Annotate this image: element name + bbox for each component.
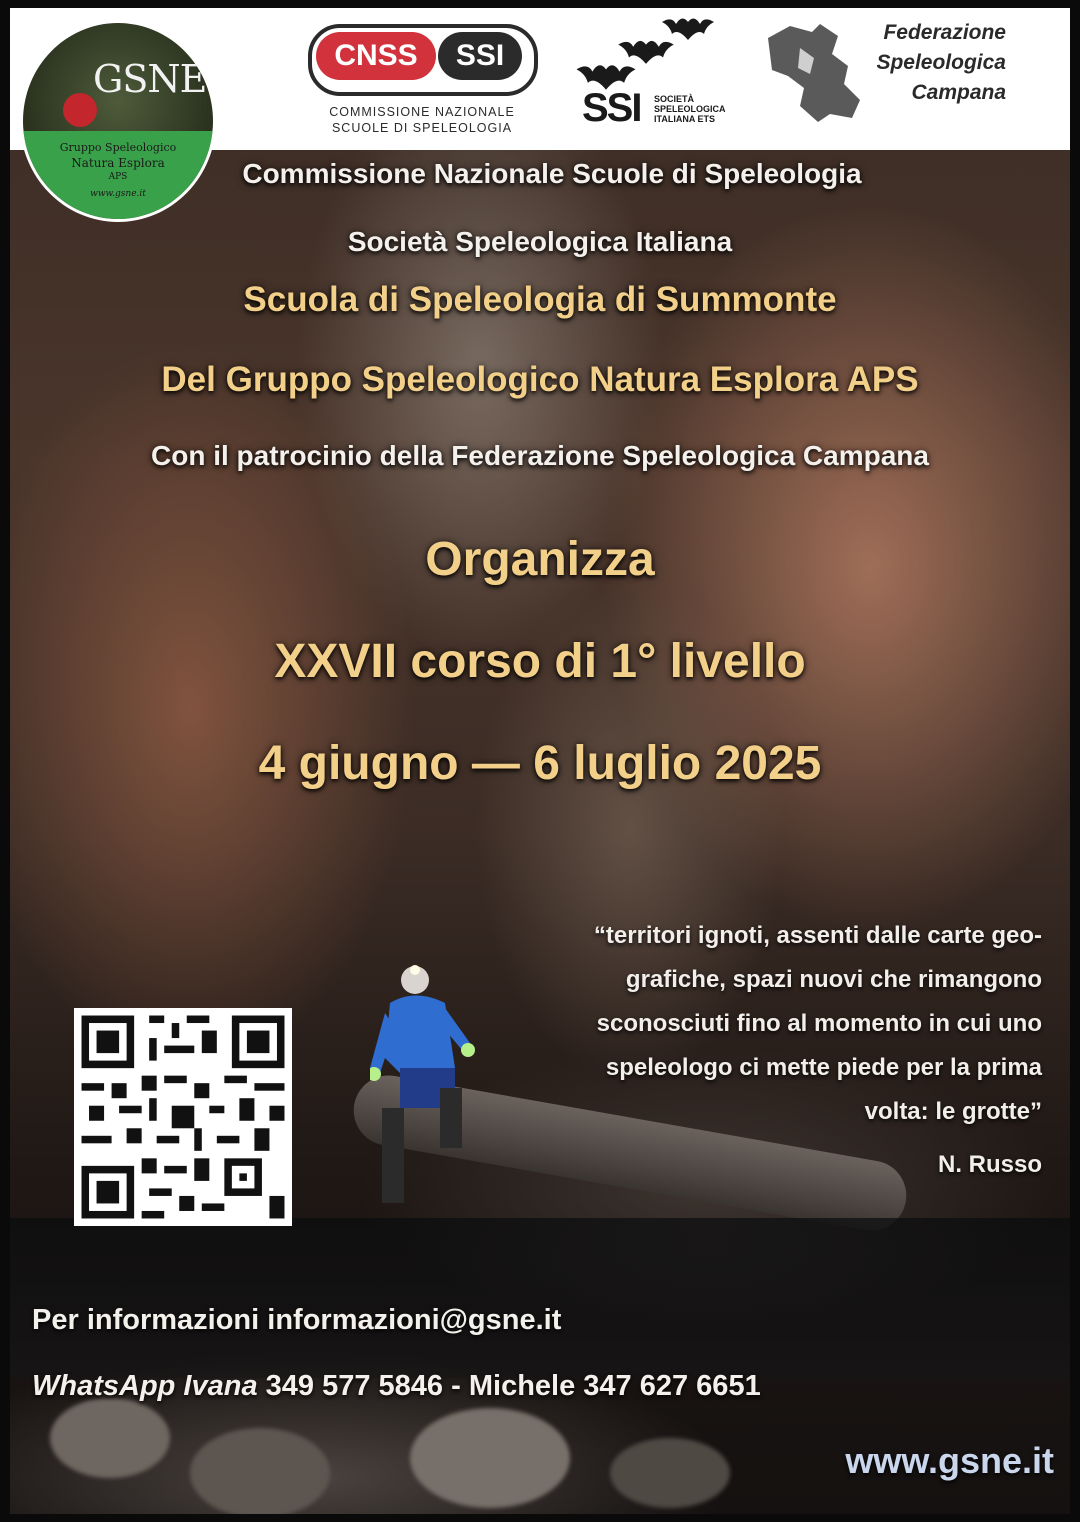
- gsne-logo-line2: Natura Esplora: [71, 156, 165, 170]
- info-email[interactable]: informazioni@gsne.it: [267, 1304, 562, 1336]
- michele-label: Michele: [468, 1370, 576, 1402]
- gsne-logo-line3: APS: [108, 172, 128, 182]
- ssi-logo: [566, 12, 756, 142]
- quote-line4: speleologo ci mette piede per la prima: [605, 1054, 1042, 1081]
- fsc-logo-line3: Campana: [911, 81, 1006, 104]
- cnss-logo-left: CNSS: [316, 32, 436, 80]
- cnss-logo-right: SSI: [438, 32, 522, 80]
- gsne-logo-title: GSNE: [93, 57, 207, 101]
- gsne-logo: [20, 20, 216, 222]
- cnss-caption-line1: COMMISSIONE NAZIONALE: [329, 105, 515, 119]
- cave-rock: [610, 1438, 730, 1508]
- website-link[interactable]: www.gsne.it: [845, 1440, 1054, 1481]
- fsc-logo-text: [874, 18, 1006, 108]
- event-course-title: XXVII corso di 1° livello: [274, 635, 806, 688]
- ivana-phone[interactable]: 349 577 5846: [265, 1370, 444, 1402]
- poster: [10, 8, 1070, 1514]
- quote-author: N. Russo: [937, 1151, 1042, 1178]
- cnss-logo-caption: [304, 104, 540, 136]
- michele-phone[interactable]: 347 627 6651: [583, 1370, 761, 1402]
- quote-line3: sconosciuti fino al momento in cui uno: [596, 1010, 1042, 1037]
- quote-block: [490, 914, 1042, 1134]
- cnss-caption-line2: SCUOLE DI SPELEOLOGIA: [331, 121, 513, 135]
- fsc-logo-line1: Federazione: [883, 21, 1006, 44]
- gsne-logo-line4: www.gsne.it: [90, 189, 146, 199]
- ssi-caption-line3: ITALIANA ETS: [654, 114, 715, 124]
- gsne-logo-line1: Gruppo Speleologico: [59, 141, 177, 154]
- ssi-caption-line2: SPELEOLOGICA: [654, 104, 726, 114]
- heading-cnss: Commissione Nazionale Scuole di Speleologia: [242, 158, 862, 189]
- heading-school: Scuola di Speleologia di Summonte: [243, 280, 837, 319]
- gsne-caver-icon: [63, 93, 97, 127]
- whatsapp-line: [32, 1370, 761, 1403]
- heading-patronage: Con il patrocinio della Federazione Speleologica Campana: [151, 440, 929, 471]
- campania-map-icon: [760, 18, 870, 128]
- quote-line1: “territori ignoti, assenti dalle carte geo-: [593, 922, 1042, 949]
- cave-rock: [190, 1428, 330, 1514]
- event-dates: 4 giugno — 6 luglio 2025: [258, 737, 822, 790]
- cave-rock: [410, 1408, 570, 1508]
- info-label: Per informazioni: [32, 1304, 260, 1336]
- ssi-logo-caption: [654, 94, 726, 124]
- quote-line2: grafiche, spazi nuovi che rimangono: [625, 966, 1042, 993]
- water-pool: [10, 1218, 1070, 1378]
- info-line: [32, 1304, 561, 1337]
- cnss-logo: [308, 24, 538, 144]
- ssi-logo-mark: SSI: [582, 86, 641, 130]
- fsc-logo-line2: Speleologica: [876, 51, 1006, 74]
- caver-figure: [370, 958, 480, 1218]
- quote-line5: volta: le grotte”: [864, 1098, 1042, 1125]
- contact-separator: -: [451, 1370, 461, 1402]
- heading-ssi: Società Speleologica Italiana: [347, 226, 733, 257]
- whatsapp-label: WhatsApp Ivana: [32, 1370, 258, 1402]
- heading-group: Del Gruppo Speleologico Natura Esplora APS: [161, 360, 919, 399]
- event-organizza: Organizza: [425, 533, 655, 586]
- ssi-caption-line1: SOCIETÀ: [654, 94, 695, 104]
- cave-rock: [50, 1398, 170, 1478]
- qr-code-icon[interactable]: [74, 1008, 292, 1226]
